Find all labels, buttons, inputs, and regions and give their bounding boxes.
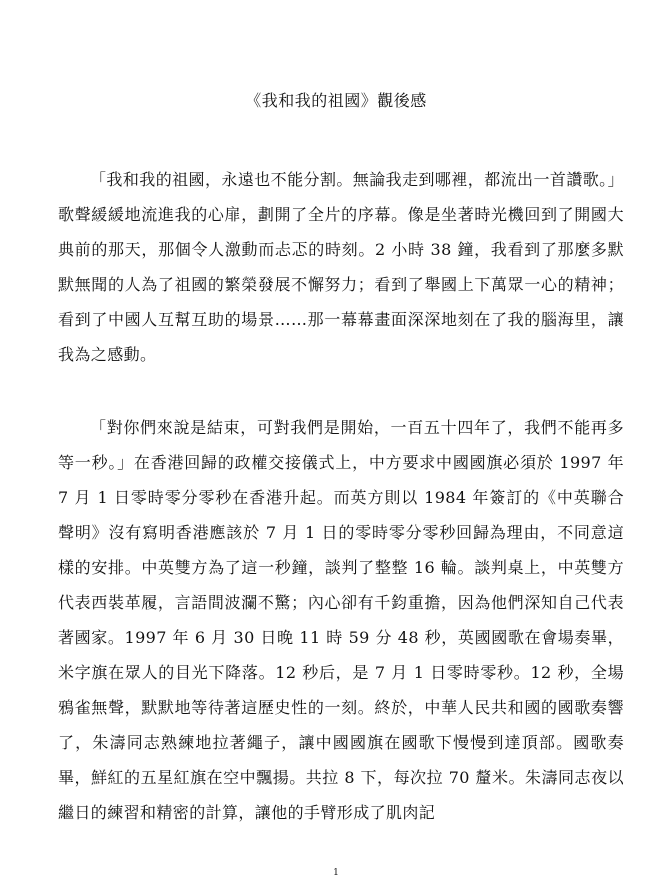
paragraph-2: 「對你們來說是結束，可對我們是開始，一百五十四年了，我們不能再多等一秒。」在香港回歸的政權交接儀式上，中方要求中國國旗必須於 1997 年 7 月 1 日零時零分零秒在香港升起。而英方則以 1984 年簽訂的《中英聯合聲明》沒有寫明香港應該於 7 月 1 日的零時零分零秒回歸為理由，不同意這樣的安排。中英雙方為了這一秒鐘，談判了整整 16 輪。談判桌上，中英雙方代表西裝革履，言語間波瀾不驚；內心卻有千鈞重擔，因為他們深知自己代表著國家。1997 年 6 月 30 日晚 11 時 59 分 48 秒，英國國歌在會場奏畢，米字旗在眾人的目光下降落。12 秒后，是 7 月 1 日零時零秒。12 秒，全場鴉雀無聲，默默地等待著這歷史性的一刻。終於，中華人民共和國的國歌奏響了，朱濤同志熟練地拉著繩子，讓中國國旗在國歌下慢慢到達頂部。國歌奏畢，鮮紅的五星紅旗在空中飄揚。共拉 8 下，每次拉 70 釐米。朱濤同志夜以繼日的練習和精密的計算，讓他的手臂形成了肌肉記 xyxy=(58,418,624,822)
page-number: 1 xyxy=(333,868,339,878)
paragraph-1: 「我和我的祖國，永遠也不能分割。無論我走到哪裡，都流出一首讚歌。」歌聲緩緩地流進我的心扉，劃開了全片的序幕。像是坐著時光機回到了開國大典前的那天，那個令人激動而忐忑的時刻。2 小時 38 鐘，我看到了那麼多默默無聞的人為了祖國的繁榮發展不懈努力；看到了舉國上下萬眾一心的精神；看到了中國人互幫互助的場景……那一幕幕畫面深深地刻在了我的腦海里，讓我為之感動。 xyxy=(58,170,624,364)
document-title: 《我和我的祖國》觀後感 xyxy=(245,91,427,110)
